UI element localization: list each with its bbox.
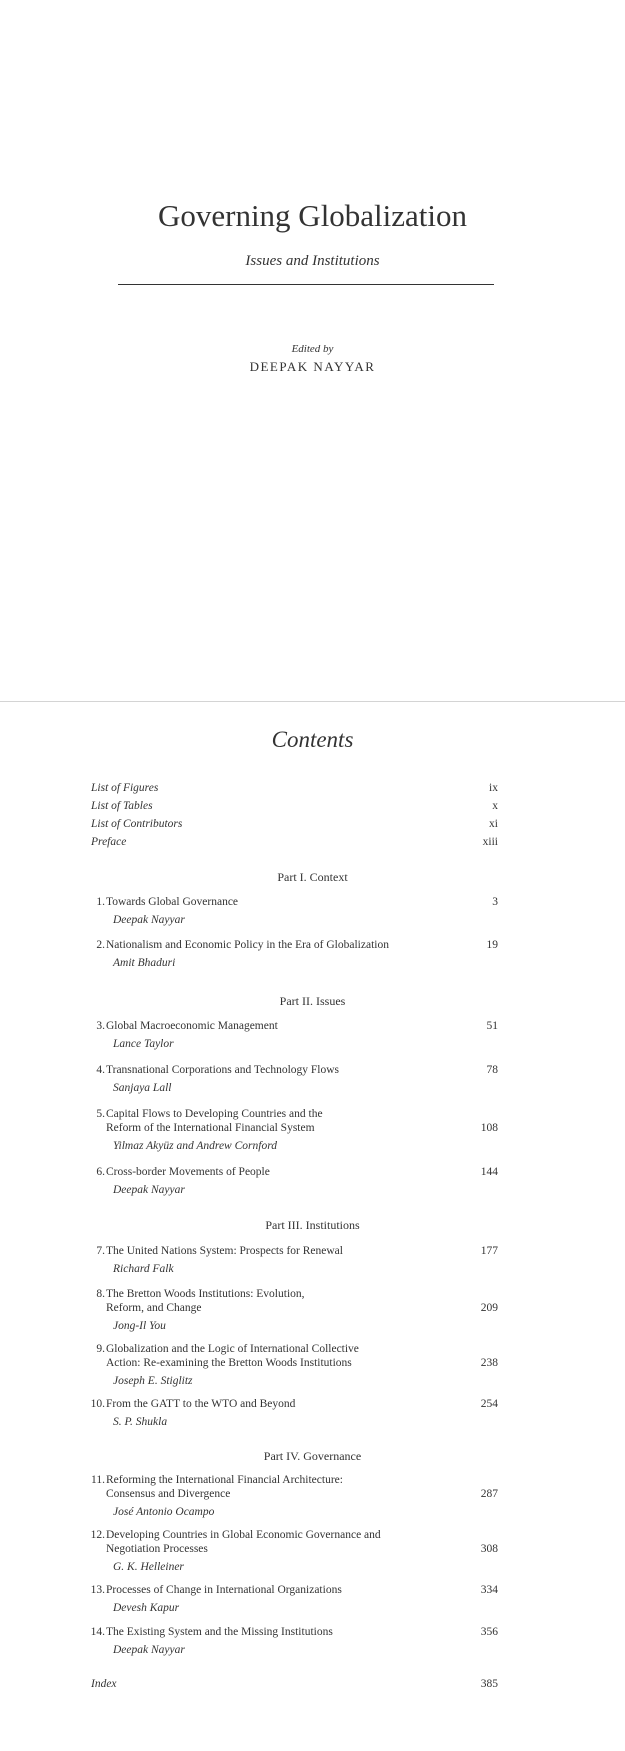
page-number: xi — [489, 818, 498, 830]
chapter-title-line: Negotiation Processes — [106, 1543, 208, 1555]
page-number: 177 — [480, 1245, 498, 1257]
chapter-author: Deepak Nayyar — [113, 1644, 185, 1656]
edited-by-label: Edited by — [291, 343, 334, 355]
page-number: 108 — [480, 1122, 498, 1134]
front-matter-label: Preface — [91, 836, 127, 848]
chapter-title — [106, 1583, 426, 1597]
page-number: 144 — [480, 1166, 498, 1178]
chapter-number: 3. — [96, 1020, 105, 1032]
chapter-number: 1. — [96, 896, 105, 908]
chapter-title — [106, 1287, 406, 1315]
page-number: 51 — [486, 1020, 498, 1032]
chapter-title-line: Consensus and Divergence — [106, 1488, 231, 1500]
front-matter-label: List of Tables — [91, 800, 153, 812]
chapter-title — [106, 895, 406, 909]
chapter-author: Deepak Nayyar — [113, 1184, 185, 1196]
editor-name: DEEPAK NAYYAR — [249, 359, 376, 374]
chapter-title — [106, 1165, 406, 1179]
page-number: ix — [489, 782, 498, 794]
part-heading: Part IV. Governance — [263, 1449, 362, 1463]
chapter-number: 14. — [90, 1626, 105, 1638]
chapter-number: 11. — [91, 1474, 105, 1486]
chapter-title — [106, 1625, 426, 1639]
part-heading: Part II. Issues — [279, 994, 346, 1008]
page-number: 356 — [480, 1626, 498, 1638]
contents-heading: Contents — [271, 727, 354, 752]
chapter-number: 12. — [90, 1529, 105, 1541]
chapter-title-line: Reforming the International Financial Architecture: — [106, 1474, 343, 1486]
part-heading: Part III. Institutions — [265, 1218, 360, 1232]
chapter-author: Amit Bhaduri — [113, 957, 176, 969]
chapter-title-line: Towards Global Governance — [106, 896, 239, 908]
chapter-title-line: Nationalism and Economic Policy in the Era of Globalization — [106, 939, 389, 951]
front-matter-label: List of Figures — [91, 782, 159, 794]
chapter-title — [106, 1107, 406, 1135]
chapter-title — [106, 1063, 406, 1077]
chapter-author: Joseph E. Stiglitz — [113, 1375, 193, 1387]
chapter-title-line: Action: Re-examining the Bretton Woods Institutions — [106, 1357, 352, 1369]
front-matter-label: List of Contributors — [91, 818, 183, 830]
chapter-title — [106, 1528, 436, 1556]
part-heading: Part I. Context — [277, 870, 348, 884]
chapter-title-line: Reform of the International Financial System — [106, 1122, 315, 1134]
page-number: 238 — [480, 1357, 498, 1369]
chapter-number: 4. — [96, 1064, 105, 1076]
page-number: 254 — [480, 1398, 498, 1410]
book-subtitle: Issues and Institutions — [245, 253, 380, 269]
title-rule — [118, 284, 494, 285]
chapter-author: Yilmaz Akyüz and Andrew Cornford — [113, 1140, 277, 1152]
chapter-title-line: Capital Flows to Developing Countries and the — [106, 1108, 323, 1120]
chapter-number: 2. — [96, 939, 105, 951]
chapter-number: 10. — [90, 1398, 105, 1410]
chapter-title — [106, 1019, 406, 1033]
page-number: 78 — [486, 1064, 498, 1076]
chapter-author: Richard Falk — [113, 1263, 174, 1275]
chapter-title-line: Globalization and the Logic of International Collective — [106, 1343, 359, 1355]
page-number: 308 — [480, 1543, 498, 1555]
chapter-number: 9. — [96, 1343, 105, 1355]
chapter-number: 8. — [96, 1288, 105, 1300]
chapter-title-line: From the GATT to the WTO and Beyond — [106, 1398, 296, 1410]
chapter-title — [106, 1244, 406, 1258]
chapter-number: 13. — [90, 1584, 105, 1596]
contents-page — [0, 701, 625, 1751]
chapter-number: 7. — [96, 1245, 105, 1257]
chapter-title-line: The United Nations System: Prospects for Renewal — [106, 1245, 343, 1257]
chapter-author: Jong-Il You — [113, 1320, 166, 1332]
page-number: 3 — [492, 896, 498, 908]
chapter-author: Deepak Nayyar — [113, 914, 185, 926]
title-page — [0, 0, 625, 700]
index-label: Index — [91, 1678, 117, 1690]
chapter-title-line: Processes of Change in International Organizations — [106, 1584, 342, 1596]
page-number: 334 — [480, 1584, 498, 1596]
page-number: 209 — [480, 1302, 498, 1314]
chapter-author: Devesh Kapur — [113, 1602, 180, 1614]
chapter-title-line: The Bretton Woods Institutions: Evolution, — [106, 1288, 305, 1300]
chapter-title-line: Reform, and Change — [106, 1302, 202, 1314]
chapter-author: S. P. Shukla — [113, 1416, 168, 1428]
page-number: 287 — [480, 1488, 498, 1500]
chapter-title-line: Transnational Corporations and Technology Flows — [106, 1064, 340, 1076]
page-number: x — [492, 800, 498, 812]
chapter-number: 6. — [96, 1166, 105, 1178]
chapter-title-line: Cross-border Movements of People — [106, 1166, 270, 1178]
page-number: 385 — [480, 1678, 498, 1690]
chapter-number: 5. — [96, 1108, 105, 1120]
page-number: xiii — [482, 836, 498, 848]
chapter-title — [106, 1342, 426, 1370]
book-title: Governing Globalization — [157, 198, 468, 233]
page-number: 19 — [486, 939, 498, 951]
chapter-title-line: Global Macroeconomic Management — [106, 1020, 278, 1032]
chapter-title-line: Developing Countries in Global Economic Governance and — [106, 1529, 381, 1541]
chapter-title-line: The Existing System and the Missing Institutions — [106, 1626, 333, 1638]
chapter-title — [106, 1473, 406, 1501]
chapter-author: José Antonio Ocampo — [113, 1506, 215, 1518]
chapter-author: Sanjaya Lall — [113, 1082, 172, 1094]
chapter-title — [106, 938, 426, 952]
chapter-author: Lance Taylor — [113, 1038, 174, 1050]
chapter-author: G. K. Helleiner — [113, 1561, 184, 1573]
chapter-title — [106, 1397, 406, 1411]
